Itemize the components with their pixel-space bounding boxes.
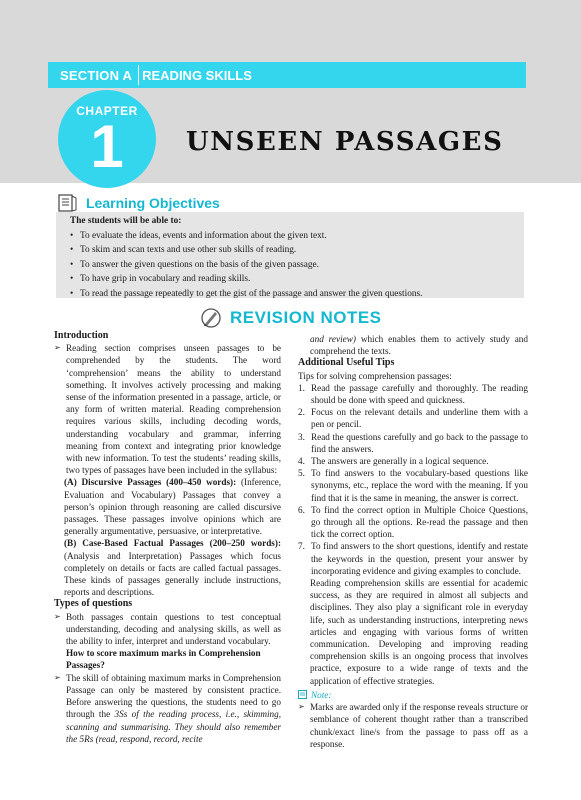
discursive-text: (Inference, Evaluation and Vocabulary) Passages that convey a person’s opinion through reasoning are called discursive passages. These passages involve opinions which are generally argumentative, persuasive, or interpretative. bbox=[64, 477, 282, 537]
learning-objectives-box bbox=[56, 212, 524, 298]
note-label: Note: bbox=[311, 689, 332, 700]
learning-objectives-title: Learning Objectives bbox=[86, 195, 220, 211]
tip-number: 4. bbox=[298, 456, 305, 467]
types-text: Both passages contain questions to test conceptual understanding, decoding and analysing skills, as well as the ability to infer, interpret and understand vocabulary. bbox=[66, 611, 281, 647]
learning-objectives-intro: The students will be able to: bbox=[70, 216, 182, 226]
revision-notes-title: REVISION NOTES bbox=[230, 308, 382, 327]
chapter-title: UNSEEN PASSAGES bbox=[186, 127, 504, 157]
factual-label: (B) Case-Based Factual Passages (200–250 words): bbox=[64, 538, 281, 549]
intro-paragraph bbox=[54, 342, 281, 476]
revision-notes-heading bbox=[200, 307, 382, 329]
tip-text: Read the questions carefully and go back to the passage to find the answers. bbox=[311, 431, 528, 454]
tip-text: To find answers to the vocabulary-based questions like synonyms, etc., replace the word with the meaning. If you find that it is the same in meaning, the answer is correct. bbox=[311, 468, 528, 503]
tip-number: 5. bbox=[298, 468, 305, 479]
tip-number: 7. bbox=[298, 541, 305, 552]
tip-item bbox=[298, 406, 528, 430]
factual-item bbox=[54, 537, 281, 598]
tip-number: 1. bbox=[298, 382, 305, 393]
continuation-paragraph bbox=[298, 333, 528, 357]
section-name: READING SKILLS bbox=[142, 67, 252, 83]
tips-heading: Additional Useful Tips bbox=[298, 357, 395, 369]
chapter-label: CHAPTER bbox=[76, 104, 138, 118]
score-heading: How to score maximum marks in Comprehension Passages? bbox=[66, 648, 261, 671]
tip-number: 2. bbox=[298, 407, 305, 418]
chapter-badge bbox=[58, 90, 156, 188]
tips-intro: Tips for solving comprehension passages: bbox=[298, 370, 452, 381]
pen-circle-icon bbox=[200, 307, 222, 329]
tip-item bbox=[298, 540, 528, 577]
note-text: Marks are awarded only if the response reveals structure or semblance of coherent thought rather than a transcribed chunk/exact line/s from the passage to pass off as a response. bbox=[310, 702, 528, 749]
continuation-text: which enables them to actively study and comprehend the texts. bbox=[310, 334, 528, 357]
right-column bbox=[298, 333, 528, 750]
tip-text: The answers are generally in a logical sequence. bbox=[311, 456, 489, 467]
tip-number: 6. bbox=[298, 504, 305, 515]
note-paragraph bbox=[298, 701, 528, 750]
score-italic: 3Ss of the reading process, i.e., skimming, scanning and summarising. They should also remember the 5Rs (read, respond, record, recite bbox=[66, 709, 281, 744]
factual-text: (Analysis and Interpretation) Passages which focus completely on details or facts are called factual passages. These kinds of passages generally include instructions, reports and descriptions. bbox=[64, 550, 281, 598]
tip-item bbox=[298, 431, 528, 455]
chapter-number: 1 bbox=[90, 113, 124, 180]
tip-number: 3. bbox=[298, 431, 305, 442]
types-paragraph bbox=[54, 611, 281, 648]
discursive-label: (A) Discursive Passages (400–450 words): bbox=[64, 477, 237, 488]
objective-item: • To have grip in vocabulary and reading skills. bbox=[70, 272, 524, 287]
tip-item bbox=[298, 382, 528, 406]
tip-text: Read the passage carefully and thoroughly. The reading should be done with speed and quickness. bbox=[311, 382, 528, 406]
note-heading bbox=[298, 689, 528, 701]
intro-text: Reading section comprises unseen passages to be comprehended by the students. The word ‘comprehension’ means the ability to understand something. It involves actively processing and making sense of the information presented in a passage, article, or any form of written material. Reading comprehension requires various skills, including decoding words, understanding vocabulary and grammar, inferring meaning from context and integrating prior knowledge with new information. To test the students’ reading skills, two types of passages have been included in the syllabus: bbox=[66, 343, 281, 476]
discursive-item bbox=[54, 476, 281, 537]
closing-paragraph: Reading comprehension skills are essential for academic success, as they are required in almost all subjects and disciplines. They also play a significant role in everyday life, such as understanding instructions, interpreting news articles and engaging with various forms of written communication. Developing and improving reading comprehension skills is an ongoing process that involves practice, exposure to a wide range of texts and the application of effective strategies. bbox=[310, 578, 528, 686]
objective-item: • To read the passage repeatedly to get the gist of the passage and answer the given questions. bbox=[70, 287, 524, 302]
objective-item: • To evaluate the ideas, events and information about the given text. bbox=[70, 229, 524, 244]
left-column bbox=[54, 330, 281, 745]
continuation-italic: and review) bbox=[310, 334, 356, 344]
learning-objectives-list bbox=[70, 229, 524, 302]
tip-text: Focus on the relevant details and underline them with a pen or pencil. bbox=[311, 407, 528, 430]
objective-item: • To skim and scan texts and use other sub skills of reading. bbox=[70, 243, 524, 258]
types-heading: Types of questions bbox=[54, 598, 133, 610]
tip-item bbox=[298, 467, 528, 504]
tip-item bbox=[298, 504, 528, 541]
section-label: SECTION A bbox=[60, 67, 133, 83]
tip-text: To find the correct option in Multiple Choice Questions, go through all the options. Re-read the passage and then tick the correct option. bbox=[311, 504, 528, 540]
tip-text: To find answers to the short questions, identify and restate the keywords in the question, present your answer by incorporating evidence and giving examples to conclude. bbox=[311, 541, 528, 576]
tip-item bbox=[298, 455, 528, 467]
objective-item: • To answer the given questions on the basis of the given passage. bbox=[70, 258, 524, 273]
section-divider bbox=[138, 65, 139, 85]
intro-heading: Introduction bbox=[54, 330, 109, 341]
book-list-icon bbox=[56, 193, 78, 213]
section-bar bbox=[48, 62, 526, 88]
score-paragraph bbox=[54, 672, 281, 745]
score-text: The skill of obtaining maximum marks in Comprehension Passage can only be mastered by consistent practice. Before answering the questions, the students need to go through the bbox=[66, 672, 281, 720]
note-icon bbox=[298, 690, 307, 699]
learning-objectives-heading bbox=[56, 193, 220, 213]
